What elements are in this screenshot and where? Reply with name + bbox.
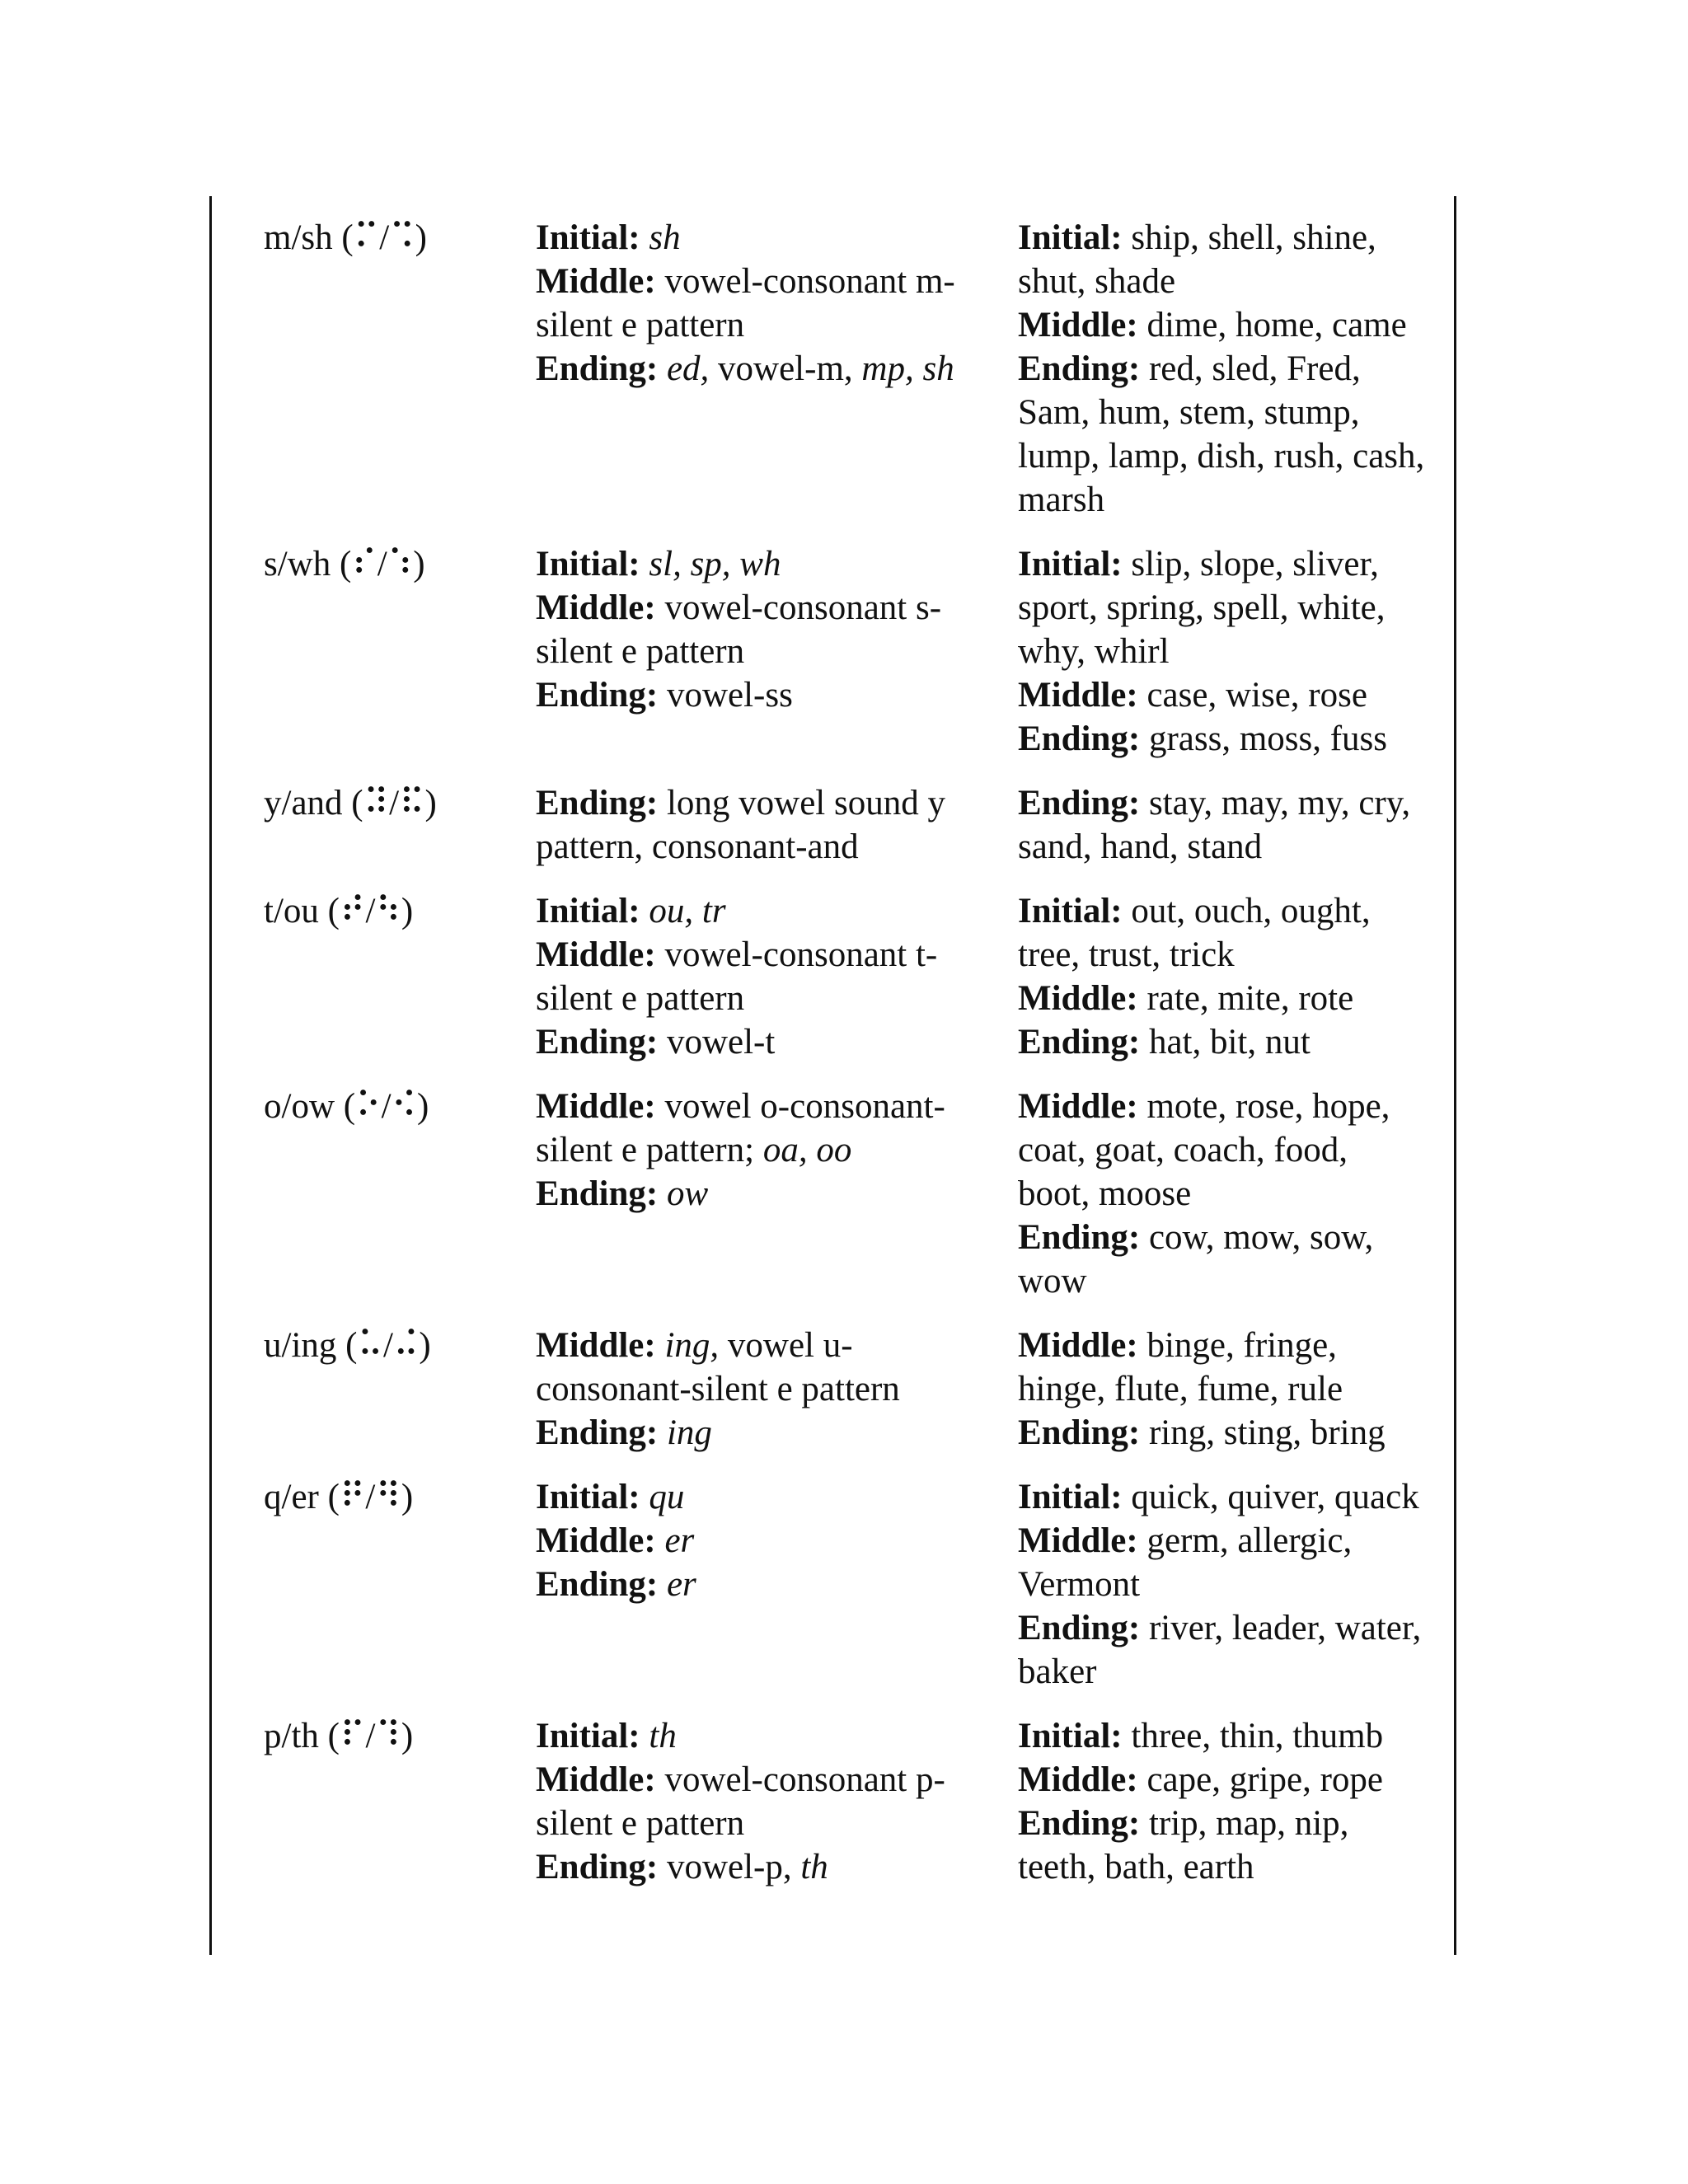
pattern-line — [536, 1367, 1018, 1411]
pattern-cell — [536, 1085, 1018, 1216]
text-segment: ing, — [664, 1326, 720, 1365]
text-segment: vowel-consonant s- — [655, 588, 942, 627]
contraction-key: y/and (⠽/⠯) — [264, 784, 437, 823]
pattern-line — [536, 1128, 1018, 1172]
text-segment: cape, gripe, rope — [1137, 1760, 1383, 1799]
contraction-key: o/ow (⠕/⠪) — [264, 1087, 429, 1126]
contraction-key-cell — [264, 1475, 536, 1519]
text-segment: stay, may, my, cry, — [1140, 784, 1411, 823]
text-segment — [658, 1565, 667, 1604]
position-label: Middle: — [1018, 1521, 1138, 1560]
contraction-key-cell — [264, 781, 536, 825]
text-segment: cow, mow, sow, — [1140, 1218, 1374, 1257]
pattern-cell — [536, 542, 1018, 717]
text-segment: sand, hand, stand — [1018, 827, 1263, 866]
example-line — [1018, 889, 1442, 933]
example-line — [1018, 1758, 1442, 1802]
position-label: Middle: — [1018, 1326, 1138, 1365]
example-line — [1018, 260, 1442, 303]
example-line — [1018, 933, 1442, 977]
text-segment: vowel-consonant m- — [655, 262, 955, 301]
text-segment: vowel-ss — [658, 676, 793, 715]
text-segment: vowel-consonant t- — [655, 935, 938, 974]
text-segment: wow — [1018, 1262, 1087, 1301]
position-label: Middle: — [1018, 306, 1138, 344]
text-segment: ow — [666, 1174, 709, 1213]
text-segment — [640, 545, 649, 583]
phonics-braille-table — [264, 216, 1442, 1910]
pattern-line — [536, 933, 1018, 977]
position-label: Ending: — [536, 1413, 659, 1452]
pattern-line — [536, 1411, 1018, 1455]
pattern-cell — [536, 1475, 1018, 1606]
pattern-cell — [536, 1324, 1018, 1455]
text-segment: vowel-t — [658, 1023, 776, 1062]
text-segment: sport, spring, spell, white, — [1018, 588, 1386, 627]
pattern-line — [536, 1845, 1018, 1889]
text-segment: sh — [649, 218, 681, 257]
text-segment: quick, quiver, quack — [1122, 1478, 1419, 1516]
contraction-key: s/wh (⠎/⠱) — [264, 545, 425, 583]
position-label: Initial: — [536, 1717, 640, 1755]
examples-cell — [1018, 889, 1442, 1064]
text-segment: long vowel sound y — [658, 784, 945, 823]
text-segment: ou, tr — [649, 892, 726, 930]
position-label: Ending: — [536, 349, 659, 388]
text-segment: silent e pattern — [536, 632, 745, 671]
example-line — [1018, 630, 1442, 673]
example-line — [1018, 1172, 1442, 1216]
text-segment: slip, slope, sliver, — [1122, 545, 1379, 583]
examples-cell — [1018, 1714, 1442, 1889]
position-label: Middle: — [1018, 979, 1138, 1018]
example-line — [1018, 717, 1442, 761]
pattern-line — [536, 1563, 1018, 1606]
example-line — [1018, 781, 1442, 825]
position-label: Ending: — [536, 1174, 659, 1213]
examples-cell — [1018, 1324, 1442, 1455]
position-label: Ending: — [536, 1848, 659, 1886]
example-line — [1018, 977, 1442, 1020]
text-segment — [656, 1326, 665, 1365]
position-label: Initial: — [536, 545, 640, 583]
position-label: Ending: — [1018, 349, 1141, 388]
examples-cell — [1018, 542, 1442, 761]
position-label: Ending: — [536, 676, 659, 715]
example-line — [1018, 1411, 1442, 1455]
table-row — [264, 542, 1442, 761]
example-line — [1018, 1802, 1442, 1845]
table-row — [264, 781, 1442, 869]
text-segment: th — [800, 1848, 828, 1886]
position-label: Middle: — [536, 1326, 656, 1365]
text-segment: red, sled, Fred, — [1140, 349, 1361, 388]
example-line — [1018, 1216, 1442, 1259]
pattern-line — [536, 825, 1018, 869]
text-segment: marsh — [1018, 480, 1105, 519]
pattern-line — [536, 1324, 1018, 1367]
table-row — [264, 216, 1442, 522]
contraction-key: u/ing (⠥/⠬) — [264, 1326, 431, 1365]
text-segment: out, ouch, ought, — [1122, 892, 1371, 930]
example-line — [1018, 825, 1442, 869]
position-label: Middle: — [536, 935, 656, 974]
table-row — [264, 1324, 1442, 1455]
example-line — [1018, 586, 1442, 630]
text-segment: boot, moose — [1018, 1174, 1192, 1213]
position-label: Middle: — [536, 262, 656, 301]
examples-cell — [1018, 1475, 1442, 1694]
text-segment: hinge, flute, fume, rule — [1018, 1370, 1343, 1408]
position-label: Initial: — [1018, 218, 1123, 257]
text-segment: vowel u- — [719, 1326, 853, 1365]
pattern-line — [536, 1758, 1018, 1802]
text-segment: why, whirl — [1018, 632, 1170, 671]
pattern-cell — [536, 1714, 1018, 1889]
text-segment: consonant-silent e pattern — [536, 1370, 900, 1408]
position-label: Ending: — [536, 1565, 659, 1604]
position-label: Ending: — [1018, 1609, 1141, 1647]
contraction-key-cell — [264, 542, 536, 586]
text-segment: germ, allergic, — [1137, 1521, 1353, 1560]
position-label: Initial: — [536, 218, 640, 257]
text-segment: vowel o-consonant- — [655, 1087, 945, 1126]
example-line — [1018, 1519, 1442, 1563]
text-segment — [640, 892, 649, 930]
text-segment: silent e pattern — [536, 1804, 745, 1843]
text-segment: case, wise, rose — [1137, 676, 1367, 715]
text-segment: ring, sting, bring — [1140, 1413, 1386, 1452]
text-segment: mote, rose, hope, — [1137, 1087, 1390, 1126]
text-segment: qu — [649, 1478, 685, 1516]
table-row — [264, 1085, 1442, 1303]
text-segment: three, thin, thumb — [1122, 1717, 1384, 1755]
position-label: Ending: — [1018, 1218, 1141, 1257]
pattern-line — [536, 673, 1018, 717]
example-line — [1018, 542, 1442, 586]
position-label: Ending: — [1018, 784, 1141, 823]
contraction-key-cell — [264, 216, 536, 260]
text-segment: hat, bit, nut — [1140, 1023, 1311, 1062]
text-segment — [640, 1478, 649, 1516]
example-line — [1018, 434, 1442, 478]
example-line — [1018, 1845, 1442, 1889]
text-segment: teeth, bath, earth — [1018, 1848, 1254, 1886]
pattern-line — [536, 1519, 1018, 1563]
text-segment — [658, 349, 667, 388]
example-line — [1018, 1714, 1442, 1758]
pattern-line — [536, 1802, 1018, 1845]
text-segment: coat, goat, coach, food, — [1018, 1131, 1348, 1169]
text-segment: rate, mite, rote — [1137, 979, 1354, 1018]
pattern-line — [536, 1085, 1018, 1128]
contraction-key: p/th (⠏/⠹) — [264, 1717, 414, 1755]
text-segment: vowel-consonant p- — [655, 1760, 945, 1799]
position-label: Ending: — [1018, 719, 1141, 758]
contraction-key-cell — [264, 1085, 536, 1128]
pattern-line — [536, 216, 1018, 260]
text-segment: trip, map, nip, — [1140, 1804, 1349, 1843]
text-segment: lump, lamp, dish, rush, cash, — [1018, 437, 1425, 476]
text-segment: Vermont — [1018, 1565, 1141, 1604]
text-segment: silent e pattern — [536, 979, 745, 1018]
text-segment: ing — [666, 1413, 712, 1452]
examples-cell — [1018, 1085, 1442, 1303]
contraction-key-cell — [264, 1714, 536, 1758]
example-line — [1018, 1020, 1442, 1064]
text-segment — [656, 1521, 665, 1560]
pattern-line — [536, 1714, 1018, 1758]
text-segment: er — [666, 1565, 696, 1604]
example-line — [1018, 1259, 1442, 1303]
position-label: Middle: — [1018, 676, 1138, 715]
pattern-line — [536, 889, 1018, 933]
pattern-line — [536, 586, 1018, 630]
pattern-line — [536, 542, 1018, 586]
examples-cell — [1018, 216, 1442, 522]
text-segment: sl, sp, wh — [649, 545, 781, 583]
pattern-line — [536, 781, 1018, 825]
contraction-key: m/sh (⠍/⠩) — [264, 218, 427, 257]
example-line — [1018, 1085, 1442, 1128]
text-segment: ed, — [666, 349, 710, 388]
pattern-line — [536, 977, 1018, 1020]
example-line — [1018, 216, 1442, 260]
pattern-cell — [536, 781, 1018, 869]
pattern-line — [536, 1020, 1018, 1064]
example-line — [1018, 673, 1442, 717]
example-line — [1018, 303, 1442, 347]
text-segment: vowel-p, — [658, 1848, 801, 1886]
text-segment: baker — [1018, 1652, 1097, 1691]
contraction-key-cell — [264, 1324, 536, 1367]
left-vertical-rule — [209, 196, 212, 1955]
pattern-cell — [536, 216, 1018, 391]
pattern-line — [536, 630, 1018, 673]
right-vertical-rule — [1454, 196, 1456, 1955]
text-segment: ship, shell, shine, — [1122, 218, 1376, 257]
example-line — [1018, 391, 1442, 434]
contraction-key: q/er (⠟/⠻) — [264, 1478, 414, 1516]
position-label: Initial: — [1018, 892, 1123, 930]
example-line — [1018, 1128, 1442, 1172]
position-label: Ending: — [536, 1023, 659, 1062]
text-segment: vowel-m, — [709, 349, 862, 388]
position-label: Initial: — [1018, 545, 1123, 583]
text-segment: silent e pattern; — [536, 1131, 763, 1169]
text-segment: silent e pattern — [536, 306, 745, 344]
text-segment: grass, moss, fuss — [1140, 719, 1388, 758]
position-label: Middle: — [536, 1087, 656, 1126]
contraction-key-cell — [264, 889, 536, 933]
example-line — [1018, 1606, 1442, 1650]
position-label: Ending: — [1018, 1804, 1141, 1843]
position-label: Ending: — [536, 784, 659, 823]
position-label: Middle: — [1018, 1760, 1138, 1799]
text-segment — [658, 1413, 667, 1452]
pattern-line — [536, 347, 1018, 391]
example-line — [1018, 1650, 1442, 1694]
text-segment: pattern, consonant-and — [536, 827, 859, 866]
table-row — [264, 889, 1442, 1064]
pattern-line — [536, 260, 1018, 303]
example-line — [1018, 1324, 1442, 1367]
text-segment: Sam, hum, stem, stump, — [1018, 393, 1360, 432]
position-label: Initial: — [536, 1478, 640, 1516]
contraction-key: t/ou (⠞/⠳) — [264, 892, 414, 930]
table-row — [264, 1475, 1442, 1694]
position-label: Ending: — [1018, 1413, 1141, 1452]
position-label: Ending: — [1018, 1023, 1141, 1062]
example-line — [1018, 1563, 1442, 1606]
text-segment: er — [664, 1521, 695, 1560]
pattern-line — [536, 1172, 1018, 1216]
text-segment: oa, oo — [762, 1131, 852, 1169]
pattern-cell — [536, 889, 1018, 1064]
position-label: Middle: — [536, 1760, 656, 1799]
text-segment: river, leader, water, — [1140, 1609, 1422, 1647]
text-segment: mp, sh — [861, 349, 954, 388]
position-label: Middle: — [536, 1521, 656, 1560]
text-segment: tree, trust, trick — [1018, 935, 1235, 974]
position-label: Initial: — [1018, 1478, 1123, 1516]
text-segment — [640, 1717, 649, 1755]
text-segment — [658, 1174, 667, 1213]
text-segment: dime, home, came — [1137, 306, 1407, 344]
position-label: Middle: — [1018, 1087, 1138, 1126]
pattern-line — [536, 303, 1018, 347]
table-row — [264, 1714, 1442, 1889]
text-segment: binge, fringe, — [1137, 1326, 1337, 1365]
example-line — [1018, 1475, 1442, 1519]
position-label: Initial: — [1018, 1717, 1123, 1755]
text-segment — [640, 218, 649, 257]
position-label: Middle: — [536, 588, 656, 627]
pattern-line — [536, 1475, 1018, 1519]
position-label: Initial: — [536, 892, 640, 930]
examples-cell — [1018, 781, 1442, 869]
text-segment: th — [649, 1717, 677, 1755]
example-line — [1018, 478, 1442, 522]
text-segment: shut, shade — [1018, 262, 1176, 301]
example-line — [1018, 347, 1442, 391]
example-line — [1018, 1367, 1442, 1411]
